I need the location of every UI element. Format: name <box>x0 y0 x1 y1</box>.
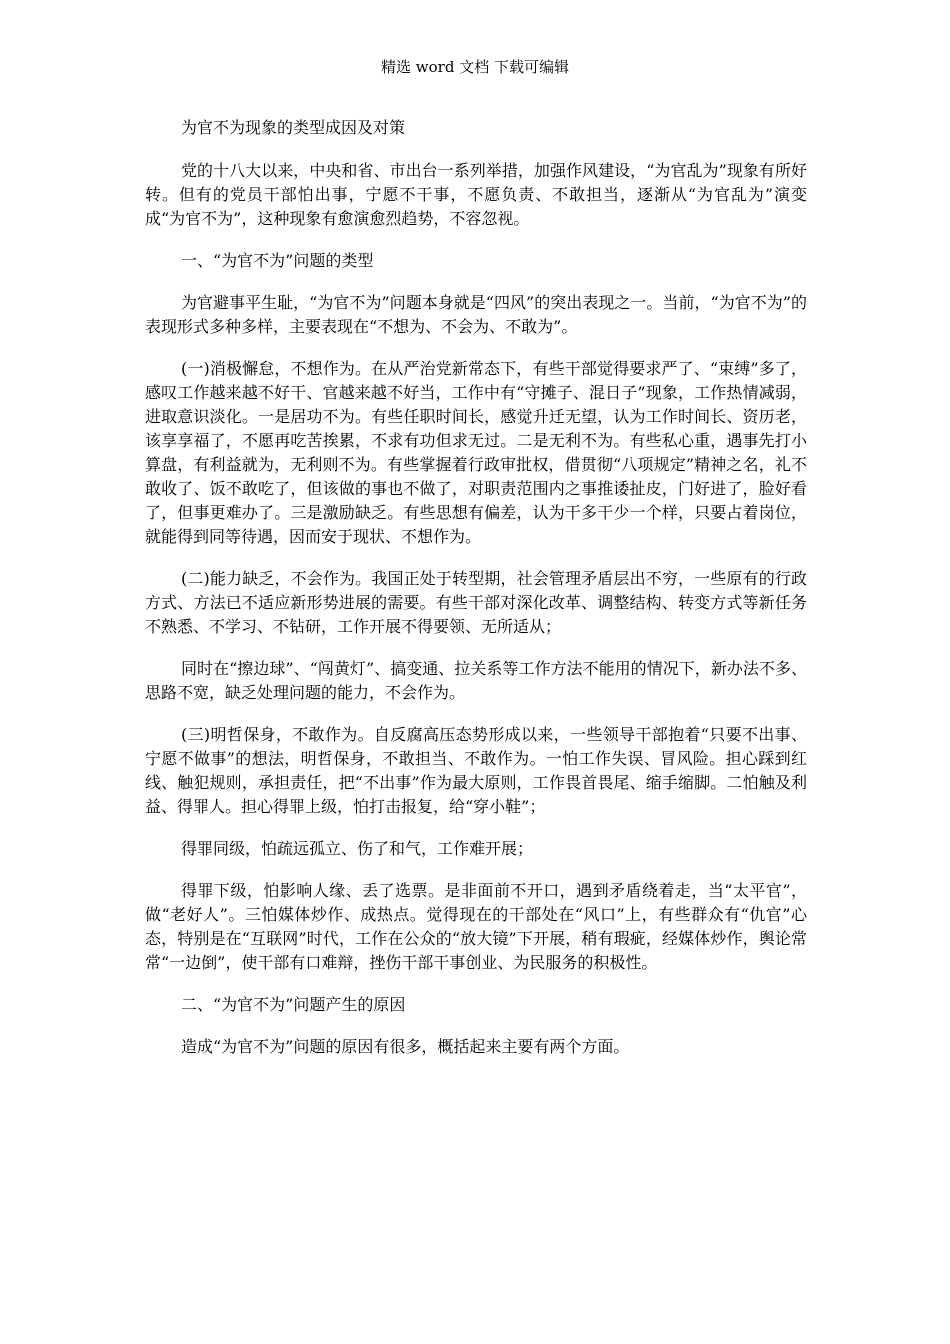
paragraph: 得罪同级，怕疏远孤立、伤了和气，工作难开展； <box>181 839 534 858</box>
page-header: 精选 word 文档 下载可编辑 <box>381 58 569 76</box>
paragraph: (三)明哲保身，不敢作为。自反腐高压态势形成以来，一些领导干部抱着“只要不出事、宁愿不做事”的想法，明哲保身，不敢担当、不敢作为。一怕工作失误、冒风险。担心踩到红线、触犯规则，承担责任，把“不出事”作为最大原则，工作畏首畏尾、缩手缩脚。二怕触及利益、得罪人。担心得罪上级，怕打击报复，给“穿小鞋”； <box>145 725 807 816</box>
document-body <box>145 116 807 1077</box>
document-title: 为官不为现象的类型成因及对策 <box>181 118 406 137</box>
section-heading-causes: 二、“为官不为”问题产生的原因 <box>181 995 406 1014</box>
paragraph-intro: 党的十八大以来，中央和省、市出台一系列举措，加强作风建设，“为官乱为”现象有所好转。但有的党员干部怕出事，宁愿不干事，不愿负责、不敢担当，逐渐从“为官乱为”演变成“为官不为”，这种现象有愈演愈烈趋势，不容忽视。 <box>145 161 807 228</box>
paragraph: 同时在“擦边球”、“闯黄灯”、搞变通、拉关系等工作方法不能用的情况下，新办法不多、思路不宽，缺乏处理问题的能力，不会作为。 <box>145 659 807 702</box>
paragraph: 得罪下级，怕影响人缘、丢了选票。是非面前不开口，遇到矛盾绕着走，当“太平官”，做“老好人”。三怕媒体炒作、成热点。觉得现在的干部处在“风口”上，有些群众有“仇官”心态，特别是在“互联网”时代，工作在公众的“放大镜”下开展，稍有瑕疵，经媒体炒作，舆论常常“一边倒”，使干部有口难辩，挫伤干部干事创业、为民服务的积极性。 <box>145 881 807 972</box>
section-heading-types: 一、“为官不为”问题的类型 <box>181 251 374 270</box>
paragraph: (一)消极懈怠，不想作为。在从严治党新常态下，有些干部觉得要求严了、“束缚”多了，感叹工作越来越不好干、官越来越不好当，工作中有“守摊子、混日子”现象，工作热情减弱，进取意识淡化。一是居功不为。有些任职时间长，感觉升迁无望，认为工作时间长、资历老，该享享福了，不愿再吃苦挨累，不求有功但求无过。二是无利不为。有些私心重，遇事先打小算盘，有利益就为，无利则不为。有些掌握着行政审批权，借贯彻“八项规定”精神之名，礼不敢收了、饭不敢吃了，但该做的事也不做了，对职责范围内之事推诿扯皮，门好进了，脸好看了，但事更难办了。三是激励缺乏。有些思想有偏差，认为干多干少一个样，只要占着岗位，就能得到同等待遇，因而安于现状、不想作为。 <box>145 359 807 546</box>
paragraph: 为官避事平生耻，“为官不为”问题本身就是“四风”的突出表现之一。当前，“为官不为”的表现形式多种多样，主要表现在“不想为、不会为、不敢为”。 <box>145 293 807 336</box>
paragraph: (二)能力缺乏，不会作为。我国正处于转型期，社会管理矛盾层出不穷，一些原有的行政方式、方法已不适应新形势进展的需要。有些干部对深化改革、调整结构、转变方式等新任务不熟悉、不学习、不钻研，工作开展不得要领、无所适从； <box>145 569 807 636</box>
paragraph: 造成“为官不为”问题的原因有很多，概括起来主要有两个方面。 <box>181 1037 630 1056</box>
